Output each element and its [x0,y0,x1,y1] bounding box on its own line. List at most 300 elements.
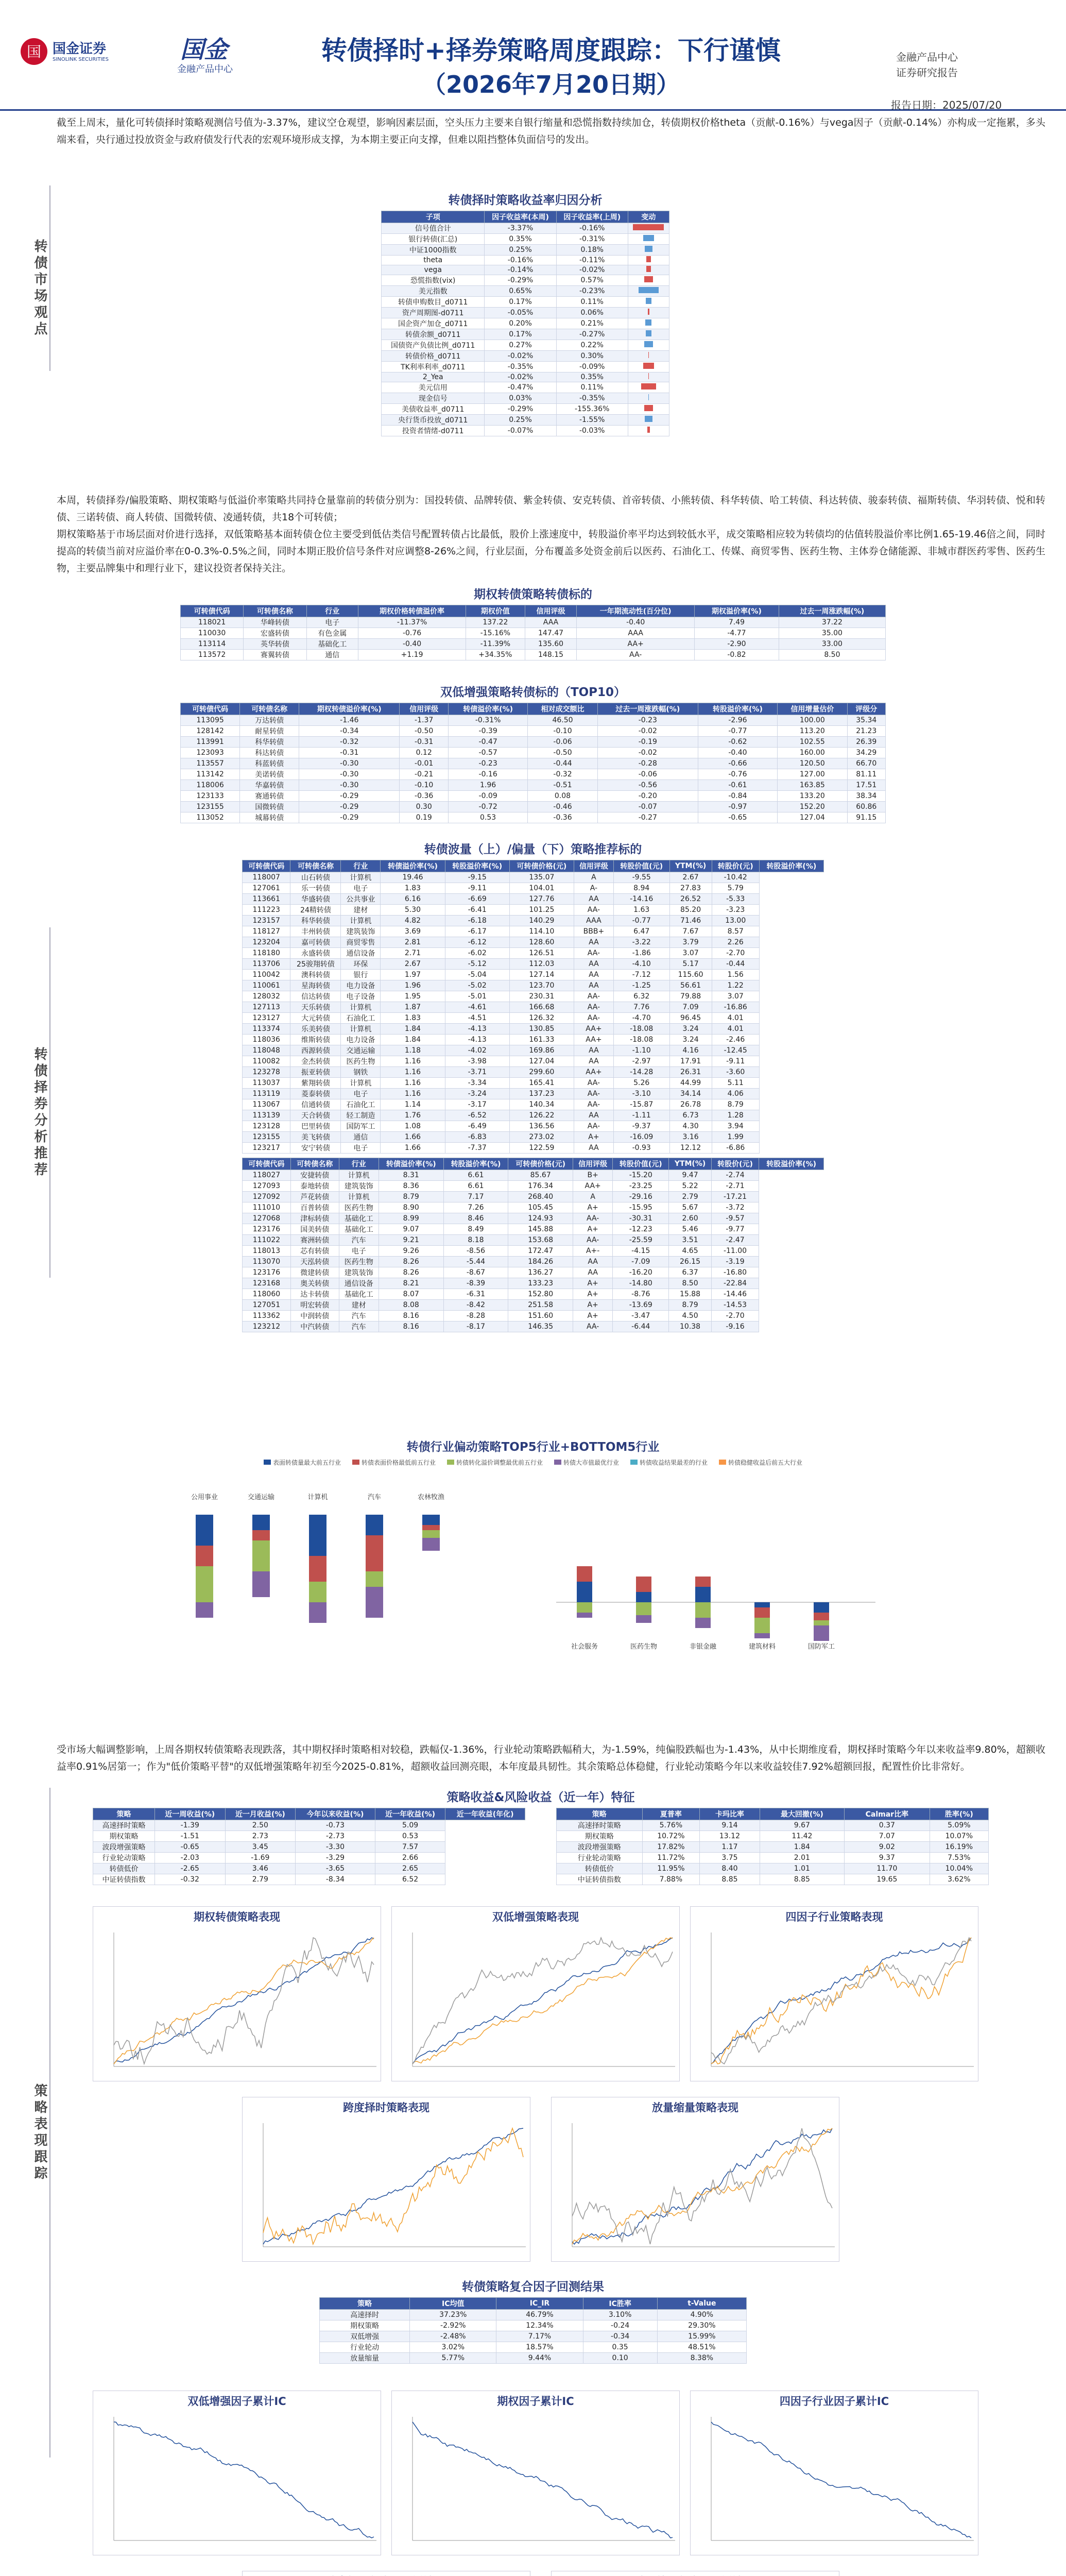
table-cell: 0.17% [485,329,556,340]
table-cell: 13.00 [712,916,759,926]
chart-title: 放量缩量策略表现 [652,2102,738,2114]
table-cell: 7.57 [375,1842,445,1853]
risk-table [556,1808,989,1885]
table-cell: -0.29% [485,404,556,415]
table-cell: 251.58 [508,1300,573,1311]
table-header-cell: 卡玛比率 [700,1808,760,1820]
table-row [93,1842,525,1853]
bar-segment [252,1530,270,1540]
table-cell: 11.70 [845,1863,930,1874]
timing-perf-svg [243,2118,531,2262]
table-header-cell: 转股价值(元) [613,1158,669,1170]
table-cell: -2.92% [410,2320,496,2331]
table-cell: 273.02 [509,1132,574,1143]
table-cell [628,265,669,275]
table-cell: 2.79 [669,1192,712,1202]
option-strategy-table [180,605,886,660]
table-cell: B+ [573,1170,613,1181]
table-cell: 9.37 [845,1853,930,1863]
table-header-cell: 过去一周涨跌幅(%) [779,605,885,617]
table-cell: 1.14 [381,1099,445,1110]
table-row [557,1863,989,1874]
category-label: 非银金融 [689,1643,717,1651]
table-cell: 152.20 [778,802,848,812]
category-label: 农林牧渔 [417,1494,445,1501]
table-cell: -15.16% [466,628,525,639]
table-cell: -5.01 [445,991,509,1002]
table-header-cell: 行业 [306,605,358,617]
table-cell: 英华转债 [244,639,306,650]
table-cell: 123176 [243,1267,291,1278]
table-cell: 通信 [306,650,358,660]
table-cell: AA- [577,650,695,660]
table-row [243,1224,824,1235]
table-cell: 79.88 [669,991,712,1002]
table-header-cell: 最大回撤(%) [760,1808,844,1820]
table-cell: -3.23 [712,905,759,916]
table-cell: 基础化工 [339,1289,379,1300]
table-cell: 124.93 [508,1213,573,1224]
attribution-bar [644,276,653,282]
category-label: 医药生物 [630,1643,658,1651]
table-cell: 118021 [181,617,244,628]
bar-segment [577,1613,592,1618]
table-cell: 2.01 [760,1853,844,1863]
table-row [382,404,669,415]
table-cell: -0.10 [400,780,449,791]
table-cell: 明宏转债 [290,1300,339,1311]
table-row [243,991,824,1002]
table-cell: 电力设备 [341,980,381,991]
table-cell: 113661 [243,894,290,905]
table-cell: 44.99 [669,1078,712,1089]
table-cell: -0.72 [449,802,528,812]
table-cell: -7.09 [613,1257,669,1267]
table-cell: 268.40 [508,1192,573,1202]
table-cell: -6.18 [445,916,509,926]
table-cell: -2.90 [695,639,779,650]
table-cell: -5.44 [443,1257,508,1267]
table-cell: -9.15 [445,872,509,883]
table-header-cell: 近一周收益(%) [155,1808,226,1820]
table-cell: -0.76 [698,769,777,780]
table-cell: -6.69 [445,894,509,905]
bar-segment [366,1515,383,1535]
option-table-title: 期权转债策略转债标的 [474,588,592,601]
table-cell: -6.44 [613,1321,669,1332]
table-cell: 110061 [243,980,290,991]
table-cell: -3.22 [613,937,669,948]
table-cell: 113052 [181,812,240,823]
table-cell: AAA [577,628,695,639]
table-cell: -0.29 [299,802,400,812]
table-cell: -0.29% [485,275,556,286]
table-cell: 医药生物 [341,1056,381,1067]
table-cell: -3.24 [445,1089,509,1099]
table-cell: -0.40 [698,748,777,758]
table-cell: 6.61 [443,1181,508,1192]
table-cell: 公共事业 [341,894,381,905]
table-cell: 华盛转债 [290,894,341,905]
table-cell: -7.37 [445,1143,509,1154]
table-cell: 169.86 [509,1045,574,1056]
table-cell: 56.61 [669,980,712,991]
table-row [557,1842,989,1853]
table-cell: 天乐转债 [290,1002,341,1013]
table-cell: 128142 [181,726,240,737]
table-cell: 5.17 [669,959,712,970]
double-low-table [180,703,886,823]
table-cell: 天合转债 [290,1110,341,1121]
bar-segment [196,1602,213,1618]
table-cell: 巴里转债 [290,1121,341,1132]
table-cell: 5.09% [930,1820,988,1831]
attribution-bar [648,352,649,358]
table-cell: A+ [573,1311,613,1321]
table-cell: 8.94 [613,883,669,894]
volume-up-table [242,860,824,1154]
table-cell: 5.30 [381,905,445,916]
table-cell: 8.46 [443,1213,508,1224]
series-line [412,2422,673,2538]
table-cell: 6.52 [375,1874,445,1885]
table-cell: 钢铁 [341,1067,381,1078]
table-cell: -8.28 [443,1311,508,1321]
table-cell: 1.66 [381,1132,445,1143]
table-cell: -0.47 [449,737,528,748]
table-header-cell: 可转债名称 [290,1158,339,1170]
table-cell: 110042 [243,970,290,980]
table-header-cell: 转债溢价率(%) [379,1158,443,1170]
option-table-block [180,585,886,660]
table-cell: -1.51 [155,1831,226,1842]
table-header-cell: 可转债名称 [240,703,299,715]
table-cell: A+ [573,1289,613,1300]
table-cell: AA [574,894,613,905]
table-cell: 山石转债 [290,872,341,883]
attribution-bar [647,427,649,433]
table-cell: 国债资产负债比例_d0711 [382,340,485,351]
table-cell: 6.37 [669,1267,712,1278]
table-cell: 113142 [181,769,240,780]
bar-segment [252,1515,270,1530]
table-cell: 建筑装饰 [339,1267,379,1278]
table-header-cell: 可转债价格(元) [509,860,574,872]
table-cell: 135.60 [525,639,577,650]
table-cell: 2.71 [381,948,445,959]
table-cell: 2.26 [712,937,759,948]
table-cell [628,318,669,329]
table-cell: -0.77 [613,916,669,926]
table-cell: 7.09 [669,1002,712,1013]
table-header-cell: 变动 [628,211,669,223]
table-cell: -4.13 [445,1024,509,1035]
table-cell: -9.11 [445,883,509,894]
table-header-row [243,1158,824,1170]
table-cell: 石油化工 [341,1013,381,1024]
table-cell: 112.03 [509,959,574,970]
table-cell: AA+ [574,1035,613,1045]
table-cell: -16.86 [712,1002,759,1013]
table-cell: -15.87 [613,1099,669,1110]
table-cell: -0.24 [583,2320,657,2331]
table-cell: 1.76 [381,1110,445,1121]
report-type: 证券研究报告 [896,66,958,79]
table-cell: 118007 [243,872,290,883]
chart-title [243,2573,530,2576]
timing-ic-chart [242,2571,530,2576]
attribution-bar [645,416,652,422]
table-row [243,926,824,937]
chart-title: 期权因子累计IC [497,2395,574,2408]
table-header-cell: 可转债代码 [181,605,244,617]
table-cell: -2.70 [711,1311,759,1321]
table-header-cell: 期权转债溢价率(%) [299,703,400,715]
table-cell [628,340,669,351]
table-cell: 大元转债 [290,1013,341,1024]
table-cell: -4.51 [445,1013,509,1024]
table-cell: -10.42 [712,872,759,883]
table-cell: -2.70 [712,948,759,959]
table-cell [628,286,669,297]
table-cell: 8.79 [669,1300,712,1311]
table-cell: 电力设备 [341,1035,381,1045]
table-cell: 资产周期图-d0711 [382,308,485,318]
table-cell: 现金信号 [382,393,485,404]
table-cell: 113991 [181,737,240,748]
table-cell: 基础化工 [339,1213,379,1224]
table-cell [628,372,669,382]
table-cell: 11.72% [642,1853,700,1863]
table-cell: 8.79 [712,1099,759,1110]
table-cell: AA- [574,1002,613,1013]
table-cell: 科达转债 [240,748,299,758]
table-cell: 4.50 [669,1311,712,1321]
table-cell: 0.35% [556,372,628,382]
attribution-bar [648,394,649,400]
table-cell: 医药生物 [339,1202,379,1213]
table-cell: -2.96 [698,715,777,726]
table-cell: 19.65 [845,1874,930,1885]
attribution-bar [644,405,653,411]
table-cell: 118013 [243,1246,291,1257]
table-cell: 国防军工 [341,1121,381,1132]
performance-paragraph: 受市场大幅调整影响，上周各期权转债策略表现跌落，其中期权择时策略相对较稳，跌幅仅-1.36%，行业轮动策略跌幅稍大，为-1.59%，纯偏股跌幅也为-1.43%，从中长期维度看，期权择时策略今年以来收益率9.80%，超额收益率0.91%居第一；作为"低价策略平替"的双低增强策略年初至今2025-0.81%，超额收益回测亮眼，本年度最具韧性。其余策略总体稳健，行业轮动策略今年以来收益较佳7.92%超额回报，配置性价比非常好。 [57,1744,1045,1772]
table-cell: -155.36% [556,404,628,415]
table-cell: 0.21% [556,318,628,329]
table-cell: 0.12 [400,748,449,758]
table-cell: -0.11% [556,256,628,265]
table-cell: 123.70 [509,980,574,991]
table-cell: 29.30% [657,2320,746,2331]
table-cell: 38.34 [847,791,885,802]
table-cell: 赛通转债 [240,791,299,802]
table-cell: 127.04 [778,812,848,823]
table-cell: 期权策略 [557,1831,643,1842]
table-cell: -2.03 [155,1853,226,1863]
table-cell: -13.69 [613,1300,669,1311]
table-cell [628,308,669,318]
table-cell: 8.90 [379,1202,443,1213]
table-cell: -0.09% [556,362,628,372]
table-cell: -6.83 [445,1132,509,1143]
table-cell: 26.31 [669,1067,712,1078]
table-header-cell: 信用评级 [525,605,577,617]
table-row [320,2331,747,2342]
bar-segment [366,1571,383,1587]
table-header-cell: 期权价值 [466,605,525,617]
bar-segment [695,1577,711,1587]
table-cell: AA- [573,1235,613,1246]
table-cell: -0.16 [449,769,528,780]
industry-chart-legend [165,1458,901,1467]
table-cell: 10.07% [930,1831,988,1842]
bar-segment [422,1538,440,1551]
table-cell: -0.61 [698,780,777,791]
table-cell: 110082 [243,1056,290,1067]
bar-segment [309,1582,326,1602]
bar-segment [695,1587,711,1602]
table-header-cell: 转股溢价率(%) [759,1158,824,1170]
table-cell: 4.90% [657,2310,746,2320]
table-cell: 9.26 [379,1246,443,1257]
table-cell: -3.65 [296,1863,375,1874]
table-cell: 137.23 [509,1089,574,1099]
attribution-table-title: 转债择时策略收益率归因分析 [448,194,603,207]
table-cell: 128.60 [509,937,574,948]
table-cell: 5.22 [669,1181,712,1192]
table-cell: 1.08 [381,1121,445,1132]
table-cell: 安宁转债 [290,1143,341,1154]
table-cell: AA- [574,991,613,1002]
table-cell: A+ [573,1278,613,1289]
table-cell: 8.26 [379,1257,443,1267]
table-cell: -0.03% [556,426,628,436]
table-cell: 美债收益率_d0711 [382,404,485,415]
table-cell: 37.23% [410,2310,496,2320]
legend-item: 表面转债量最大前五行业 [264,1458,341,1467]
table-cell: 126.22 [509,1110,574,1121]
table-header-row [181,703,886,715]
option-perf-chart [93,1906,381,2081]
logo-text: 国金证券 [53,41,107,57]
table-cell: -0.23 [449,758,528,769]
table-cell: -0.76 [358,628,466,639]
table-cell: 113070 [243,1257,291,1267]
table-cell: -18.08 [613,1035,669,1045]
table-cell: 央行货币投放_d0711 [382,415,485,426]
table-cell: 114.10 [509,926,574,937]
table-cell: 通信设备 [339,1278,379,1289]
table-cell [628,245,669,256]
bar-segment [196,1546,213,1566]
table-cell: 3.94 [712,1121,759,1132]
legend-item: 转债表面价格最低前五行业 [352,1458,436,1467]
table-cell: 0.57% [556,275,628,286]
table-cell: -0.28 [597,758,698,769]
table-header-cell: 转债溢价率(%) [449,703,528,715]
table-cell: 113067 [243,1099,290,1110]
table-cell: -0.06 [597,769,698,780]
table-row [243,1170,824,1181]
table-cell: -0.01 [400,758,449,769]
table-cell: 0.06% [556,308,628,318]
bar-segment [309,1602,326,1623]
table-cell: 城幕转债 [240,812,299,823]
table-cell: 96.45 [669,1013,712,1024]
table-cell: 5.76% [642,1820,700,1831]
table-cell: 34.14 [669,1089,712,1099]
table-row [382,393,669,404]
bar-segment [695,1618,711,1628]
table-cell: -0.35% [485,362,556,372]
table-cell: 0.30% [556,351,628,362]
table-cell: 9.02 [845,1842,930,1853]
table-cell: 37.22 [779,617,885,628]
table-cell: -4.61 [445,1002,509,1013]
table-header-cell: IC_IR [496,2298,583,2310]
table-cell: 71.46 [669,916,712,926]
table-cell: -0.27% [556,329,628,340]
attribution-bar [643,235,654,241]
table-header-cell: 行业 [341,860,381,872]
table-cell: 46.79% [496,2310,583,2320]
table-cell: 1.95 [381,991,445,1002]
double-low-ic-chart [93,2391,381,2555]
table-cell: -1.69 [225,1853,296,1863]
table-row [382,265,669,275]
return-risk-title: 策略收益&风险收益（近一年）特征 [446,1791,635,1804]
table-cell: -2.74 [711,1170,759,1181]
table-cell: 基础化工 [306,639,358,650]
table-cell [628,393,669,404]
table-cell: 10.38 [669,1321,712,1332]
table-cell: 永盛转债 [290,948,341,959]
table-cell: 信达转债 [290,991,341,1002]
table-cell: 中汽转债 [290,1321,339,1332]
table-cell: 136.56 [509,1121,574,1132]
table-cell: 建筑装饰 [341,926,381,937]
table-cell: 184.26 [508,1257,573,1267]
table-cell: -9.37 [613,1121,669,1132]
industry-perf-chart [690,1906,978,2081]
table-header-cell: 信用增量估价 [778,703,848,715]
table-cell: 乐一转债 [290,883,341,894]
table-cell: 1.84 [381,1035,445,1045]
table-row [243,1289,824,1300]
table-row [243,1132,824,1143]
side-label-bond-picks: 转债择券分析推荐 [9,927,50,1278]
table-cell: 1.83 [381,883,445,894]
table-cell: -14.53 [711,1300,759,1311]
table-cell: A [573,1192,613,1202]
table-row [181,780,886,791]
table-row [382,297,669,308]
table-cell: 126.51 [509,948,574,959]
table-cell [628,382,669,393]
attribution-bar [644,341,652,347]
table-cell: -0.31% [449,715,528,726]
table-cell: 行业轮动策略 [93,1853,155,1863]
table-cell: 1.16 [381,1067,445,1078]
table-cell: -6.41 [445,905,509,916]
table-cell: 111223 [243,905,290,916]
table-cell: -0.82 [695,650,779,660]
table-cell: -15.20 [613,1170,669,1181]
table-cell: -1.39 [155,1820,226,1831]
table-cell: theta [382,256,485,265]
series-line [572,2128,832,2244]
